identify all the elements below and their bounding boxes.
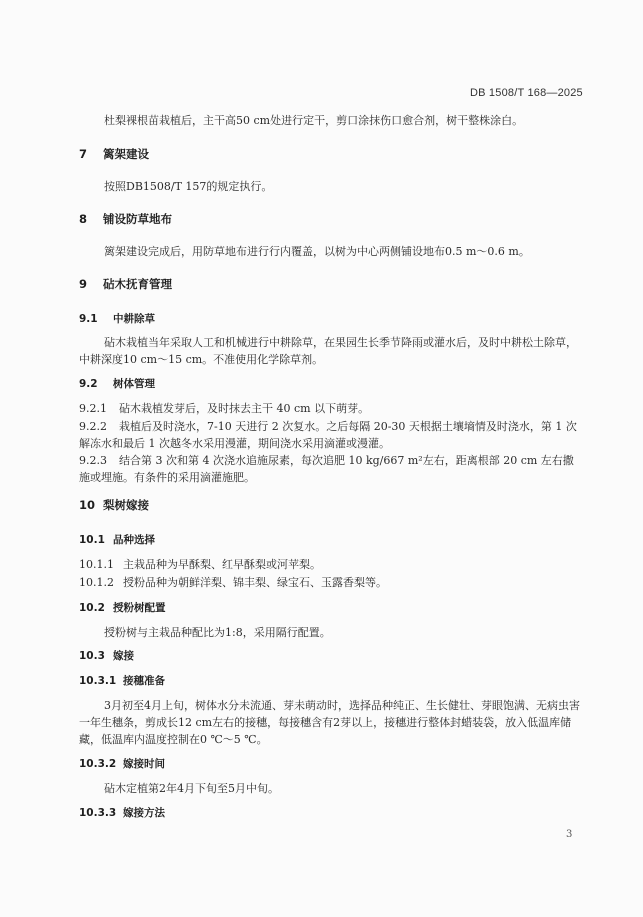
section-title: 品种选择 [113,534,155,546]
paragraph-intro: 杜梨裸根苗栽植后，主干高50 cm处进行定干，剪口涂抹伤口愈合剂，树干整株涂白。 [104,114,524,127]
section-title: 树体管理 [113,378,155,390]
section-number: 7 [79,147,88,161]
section-10-heading [79,497,149,513]
clause-number: 10.1.2 [79,576,114,589]
section-7-heading [79,146,149,162]
paragraph-8: 篱架建设完成后，用防草地布进行行内覆盖，以树为中心两侧铺设地布0.5 m～0.6 m。 [104,245,530,258]
clause-9-2-1 [79,400,584,417]
paragraph-10-3-2: 砧木定植第2年4月下旬至5月中旬。 [104,782,279,795]
section-number: 10.3.3 [79,807,117,819]
clause-number: 9.2.2 [79,420,107,433]
section-9-1-heading [79,311,155,326]
section-10-3-3-heading [79,805,165,820]
paragraph-7: 按照DB1508/T 157的规定执行。 [104,180,273,193]
section-number: 8 [79,212,88,226]
clause-number: 9.2.1 [79,402,107,415]
section-number: 9.2 [79,378,98,390]
section-number: 10.3.1 [79,675,117,687]
section-title: 砧木抚育管理 [103,277,172,291]
section-title: 嫁接方法 [123,807,165,819]
clause-text: 主栽品种为早酥梨、红早酥梨或河苹梨。 [123,558,321,571]
standard-number: DB 1508/T 168—2025 [470,87,583,99]
section-title: 接穗准备 [123,675,165,687]
section-title: 梨树嫁接 [103,498,149,512]
paragraph-9-1: 砧木栽植当年采取人工和机械进行中耕除草，在果园生长季节降雨或灌水后，及时中耕松土除草，中耕深度10 cm～15 cm。不准使用化学除草剂。 [79,336,577,366]
section-10-2-heading [79,600,166,615]
clause-9-2-3 [79,452,584,486]
section-number: 9 [79,277,88,291]
clause-text: 砧木栽植发芽后，及时抹去主干 40 cm 以下萌芽。 [119,402,370,415]
page-number: 3 [566,829,573,840]
section-10-1-heading [79,532,155,547]
section-title: 嫁接时间 [123,758,165,770]
clause-10-1-2 [79,574,387,591]
section-9-2-heading [79,376,155,391]
section-10-3-heading [79,648,134,663]
clause-10-1-1 [79,556,321,573]
section-number: 10.3.2 [79,758,117,770]
clause-text: 授粉品种为朝鲜洋梨、锦丰梨、绿宝石、玉露香梨等。 [123,576,387,589]
section-title: 授粉树配置 [113,602,166,614]
section-9-heading [79,276,172,292]
section-number: 10 [79,498,96,512]
section-number: 10.1 [79,534,105,546]
section-title: 篱架建设 [103,147,149,161]
paragraph-10-3-1: 3月初至4月上旬，树体水分未流通、芽未萌动时，选择品种纯正、生长健壮、芽眼饱满、无病虫害一年生穗条，剪成长12 cm左右的接穗，每接穗含有2芽以上，接穗进行整体封蜡装袋，放入低温库储藏，低温库内温度控制在0 ℃～5 ℃。 [79,699,580,746]
section-10-3-2-heading [79,756,165,771]
section-10-3-1-heading [79,673,165,688]
section-title: 中耕除草 [113,313,155,325]
section-8-heading [79,211,172,227]
clause-text: 结合第 3 次和第 4 次浇水追施尿素，每次追肥 10 kg/667 m²左右，距离根部 20 cm 左右撒施或埋施。有条件的采用滴灌施肥。 [79,454,574,484]
clause-text: 栽植后及时浇水，7-10 天进行 2 次复水。之后每隔 20-30 天根据土壤墒情及时浇水，第 1 次解冻水和最后 1 次越冬水采用漫灌，期间浇水采用滴灌或漫灌。 [79,420,577,450]
section-number: 9.1 [79,313,98,325]
section-number: 10.3 [79,650,105,662]
clause-9-2-2 [79,418,584,452]
clause-number: 9.2.3 [79,454,107,467]
section-title: 铺设防草地布 [103,212,172,226]
paragraph-10-2: 授粉树与主栽品种配比为1:8，采用隔行配置。 [104,626,331,639]
section-number: 10.2 [79,602,105,614]
section-title: 嫁接 [113,650,134,662]
clause-number: 10.1.1 [79,558,114,571]
